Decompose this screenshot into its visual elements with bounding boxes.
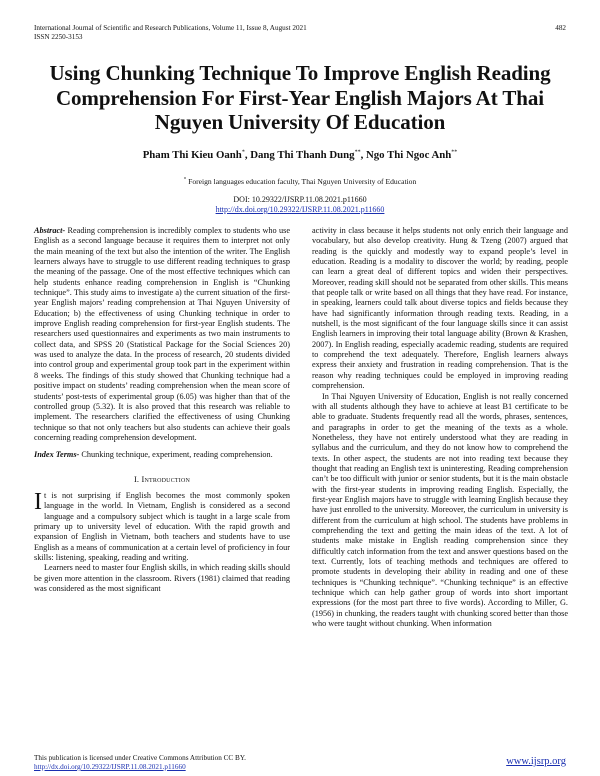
affiliation-text: Foreign languages education faculty, Thai Nguyen University of Education <box>186 177 417 186</box>
affiliation-mark: * <box>183 177 187 183</box>
author-3-mark: ** <box>451 149 458 156</box>
footer-doi-link[interactable]: http://dx.doi.org/10.29322/IJSRP.11.08.2021.p11660 <box>34 763 186 771</box>
journal-website-link[interactable]: www.ijsrp.org <box>506 756 566 767</box>
author-list: Pham Thi Kieu Oanh*, Dang Thi Thanh Dung**, Ngo Thi Ngoc Anh** <box>142 149 458 161</box>
section-title: Introduction <box>141 474 191 484</box>
body-paragraph-1: activity in class because it helps students not only enrich their language and vocabulary, but also develop creativity. Hung & Tzeng (2007) argued that reading is the quickly and modestly way to expand people’s level in education. Reading is a modality to discover the world; by reading, people can learn a great deal of different topics and widen their perspectives. Moreover, reading skill should not be separated from other skills. This means that people talk or write based on all things that they have read. For instance, in speaking, learners could talk about diverse topics and fields because they have had significantly information through reading texts. Reading, in a nutshell, is the most significant of the four language skills since it can assist English learners in improving their total language ability (Brown & Krashen, 2007). In English reading, especially academic reading, students are required to comprehend the text adequately. Therefore, English learners always express their anxiety and frustration in reading comprehension. That is the reason why reading techniques could be employed in improving reading comprehension. <box>312 226 568 391</box>
abstract-label: Abstract- <box>34 226 66 235</box>
drop-cap: I <box>34 488 42 515</box>
page-number: 482 <box>555 24 566 32</box>
page-footer <box>34 754 566 772</box>
author-3: Ngo Thi Ngoc Anh <box>365 149 452 161</box>
author-2: Dang Thi Thanh Dung <box>250 149 355 161</box>
author-1: Pham Thi Kieu Oanh <box>142 149 242 161</box>
affiliation <box>30 177 570 186</box>
issn: ISSN 2250-3153 <box>34 33 83 41</box>
author-1-mark: * <box>241 149 245 156</box>
doi-text: DOI: 10.29322/IJSRP.11.08.2021.p11660 <box>233 195 367 204</box>
intro-paragraph-2: Learners need to master four English skills, in which reading skills should be given more attention in the classroom. Rivers (1981) claimed that reading was considered as the most significant <box>34 563 290 593</box>
doi-block <box>30 195 570 215</box>
right-column <box>312 226 568 629</box>
left-column <box>34 226 290 594</box>
section-heading-introduction <box>34 475 290 485</box>
body-paragraph-2: In Thai Nguyen University of Education, English is not really concerned with all students although they have to achieve at least B1 certificate to be able to graduate. Students frequently read all the words, phrases, sentences, and paragraphs in order to get the meaning of the texts as a whole. Nonetheless, they have not entirely understood what they are reading in syllabus and the curriculum, and they do not know how to comprehend the texts. In other aspect, the students are not into reading text because they thought that reading an English text is uninteresting. Reading comprehension can’t be too difficult with junior or senior students, but it is the main obstacle with the first-year students in improving reading English. Especially, the first-year English majors have to struggle with learning English because they have just enrolled to the university. Moreover, the curriculum in university is different from the curriculum at high school. The students have problems in comprehending the text and getting the main ideas of the text. A lot of students make mistake in English reading comprehension since they difficultly catch information from the text and answer questions based on the text. Currently, lots of teaching methods and techniques are offered to promote students in developing their ability in reading and one of these techniques is “Chunking technique”. “Chunking technique” is an effective technique which can help gather group of words into short important expressions (for the most part three to five words). According to Miller, G. (1956) in chunking, the readers taught with chunking scored better than those who were taught without chunking. When information <box>312 391 568 629</box>
doi-link[interactable]: http://dx.doi.org/10.29322/IJSRP.11.08.2021.p11660 <box>215 205 385 214</box>
section-numeral: I. <box>133 474 142 484</box>
abstract-text: Reading comprehension is incredibly complex to students who use English as a second language because it requires them to interpret not only the main meaning of the text but also the intention of the writer. The English learners always have to struggle to use different reading techniques to grasp the meaning of the passage. One of the most effective techniques which can help students enhance reading comprehension in English is “Chunking technique”. This study aims to investigate a) the current situation of the first-year English majors’ reading comprehension at Thai Nguyen University of Education; b) the effectiveness of using Chunking technique in order to improve English reading comprehension for first-year English students. The researchers used questionnaires and experiments as two main instruments to collect data, and SPSS 20 (Statistical Package for the Social Sciences 20) was used to analyze the data. In the process of research, 20 students divided into control group and experimental group took part in the experiment within 8 weeks. The findings of this study showed that Chunking technique had a positive impact on students’ reading comprehension when the mean score of students’ post-tests of experimental group (6.05) was higher than that of the controlled group (5.32). It is also proved that this research was reliable to implement. The researchers clarified the effectiveness of using Chunking technique so that not only teachers but also students can achieve their goals concerning reading comprehension development. <box>34 226 290 442</box>
paper-title: Using Chunking Technique To Improve English Reading Comprehension For First-Year English Majors At Thai Nguyen University Of Education <box>49 61 551 134</box>
license-text: This publication is licensed under Creative Commons Attribution CC BY. <box>34 754 246 762</box>
index-terms <box>34 450 290 460</box>
intro-paragraph-1: It is not surprising if English becomes the most commonly spoken language in the world. In Vietnam, English is considered as a second language and a compulsory subject which is taught in a large scale from primary up to university level of education. With the rapid growth and expansion of English in Vietnam, both teachers and students have to use English as a means of communication at a certain level of proficiency in four skills: listening, speaking, reading and writing. <box>34 488 290 562</box>
index-terms-text: Chunking technique, experiment, reading comprehension. <box>79 450 273 460</box>
abstract <box>34 226 290 443</box>
author-2-mark: ** <box>354 149 361 156</box>
running-header <box>34 24 566 42</box>
index-terms-label: Index Terms- <box>34 450 80 460</box>
journal-info: International Journal of Scientific and Research Publications, Volume 11, Issue 8, August 2021 <box>34 24 307 32</box>
